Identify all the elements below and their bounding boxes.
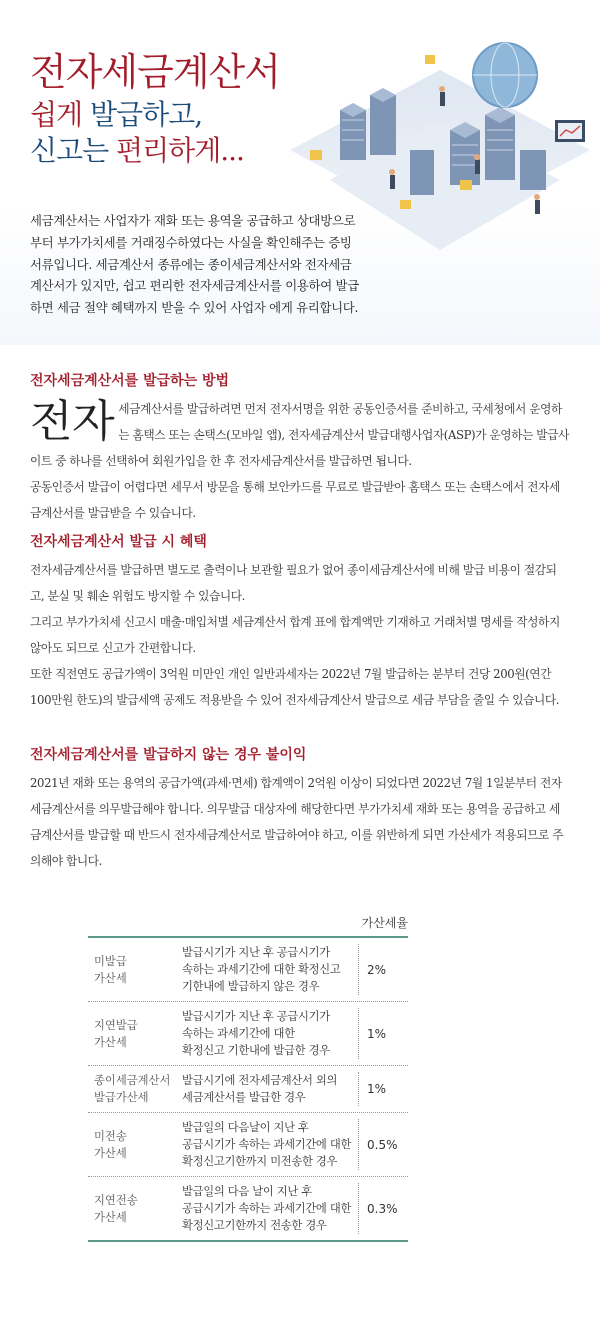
hero-subtitle-line1: 쉽게 발급하고, xyxy=(30,98,203,131)
penalty-rate-cell: 1% xyxy=(358,1072,408,1106)
table-header xyxy=(88,912,408,938)
section-how-to-issue xyxy=(30,370,570,526)
penalty-rate-cell: 0.5% xyxy=(358,1119,408,1170)
dropcap: 전자 xyxy=(30,396,115,447)
penalty-rate-cell: 2% xyxy=(358,944,408,995)
penalty-condition-cell: 발급시기가 지난 후 공급시기가 속하는 과세기간에 대한 확정신고 기한내에 발급한 경우 xyxy=(182,1010,330,1057)
penalty-type-cell: 미발급 가산세 xyxy=(94,954,127,985)
penalty-rate-table xyxy=(88,912,408,1242)
penalty-type-cell: 종이세금계산서 발급가산세 xyxy=(94,1074,171,1104)
penalty-condition-cell: 발급시기가 지난 후 공급시기가 속하는 과세기간에 대한 확정신고 기한내에 발급하지 않은 경우 xyxy=(182,946,341,993)
section-paragraph: 전자세금계산서를 발급하면 별도로 출력이나 보관할 필요가 없어 종이세금계산서에 비해 발급 비용이 절감되고, 분실 및 훼손 위험도 방지할 수 있습니다. xyxy=(30,563,557,603)
hero-subtitle-line2: 신고는 편리하게... xyxy=(30,134,244,167)
penalty-condition-cell: 발급일의 다음날이 지난 후 공급시기가 속하는 과세기간에 대한 확정신고기한까지 미전송한 경우 xyxy=(182,1121,352,1168)
section-title: 전자세금계산서를 발급하는 방법 xyxy=(30,373,230,389)
penalty-condition-cell: 발급일의 다음 날이 지난 후 공급시기가 속하는 과세기간에 대한 확정신고기한까지 전송한 경우 xyxy=(182,1185,352,1232)
hero-title: 전자세금계산서 xyxy=(30,50,280,94)
penalty-condition-cell: 발급시기에 전자세금계산서 외의 세금계산서를 발급한 경우 xyxy=(182,1074,338,1104)
penalty-type-cell: 미전송 가산세 xyxy=(94,1129,127,1160)
table-row xyxy=(88,938,408,1002)
section-paragraph: 공동인증서 발급이 어렵다면 세무서 방문을 통해 보안카드를 무료로 발급받아 홈택스 또는 손택스에서 전자세금계산서를 발급받을 수 있습니다. xyxy=(30,480,560,520)
section-paragraph: 그리고 부가가치세 신고시 매출·매입처별 세금계산서 합계 표에 합계액만 기재하고 거래처별 명세를 작성하지 않아도 되므로 신고가 간편합니다. xyxy=(30,615,560,655)
section-title: 전자세금계산서 발급 시 혜택 xyxy=(30,534,207,550)
table-row xyxy=(88,1066,408,1113)
section-benefits xyxy=(30,531,570,713)
section-penalties xyxy=(30,744,570,874)
penalty-rate-cell: 0.3% xyxy=(358,1183,408,1234)
penalty-rate-cell: 1% xyxy=(358,1008,408,1059)
table-row xyxy=(88,1113,408,1177)
rate-column-header: 가산세율 xyxy=(361,916,408,930)
table-row xyxy=(88,1177,408,1242)
hero-banner xyxy=(0,0,600,345)
section-paragraph: 2021년 재화 또는 용역의 공급가액(과세·면세) 합계액이 2억원 이상이 되었다면 2022년 7월 1일분부터 전자세금계산서를 의무발급해야 합니다. 의무발급 대상자에 해당한다면 부가가치세 재화 또는 용역을 공급하고 세금계산서를 발급할 때 반드시 전자세금계산서로 발급하여야 하고, 이를 위반하게 되면 가산세가 적용되므로 주의해야 합니다. xyxy=(30,776,564,868)
penalty-type-cell: 지연발급 가산세 xyxy=(94,1018,138,1049)
section-title: 전자세금계산서를 발급하지 않는 경우 불이익 xyxy=(30,747,307,763)
intro-text: 세금계산서는 사업자가 재화 또는 용역을 공급하고 상대방으로부터 부가가치세를 거래징수하였다는 사실을 확인해주는 증빙서류입니다. 세금계산서 종류에는 종이세금계산서와 전자세금계산서가 있지만, 쉽고 편리한 전자세금계산서를 이용하여 발급하면 세금 절약 혜택까지 받을 수 있어 사업자 에게 유리합니다. xyxy=(30,213,359,315)
section-paragraph: 또한 직전연도 공급가액이 3억원 미만인 개인 일반과세자는 2022년 7월 발급하는 분부터 건당 200원(연간 100만원 한도)의 발급세액 공제도 적용받을 수 있어 전자세금계산서 발급으로 세금 부담을 줄일 수 있습니다. xyxy=(30,667,560,707)
penalty-type-cell: 지연전송 가산세 xyxy=(94,1193,138,1224)
table-row xyxy=(88,1002,408,1066)
section-paragraph: 전자 세금계산서를 발급하려면 먼저 전자서명을 위한 공동인증서를 준비하고, 국세청에서 운영하는 홈택스 또는 손택스(모바일 앱), 전자세금계산서 발급대행사업자(ASP)가 운영하는 발급사이트 중 하나를 선택하여 회원가입을 한 후 전자세금계산서를 발급하면 됩니다. xyxy=(30,396,569,468)
